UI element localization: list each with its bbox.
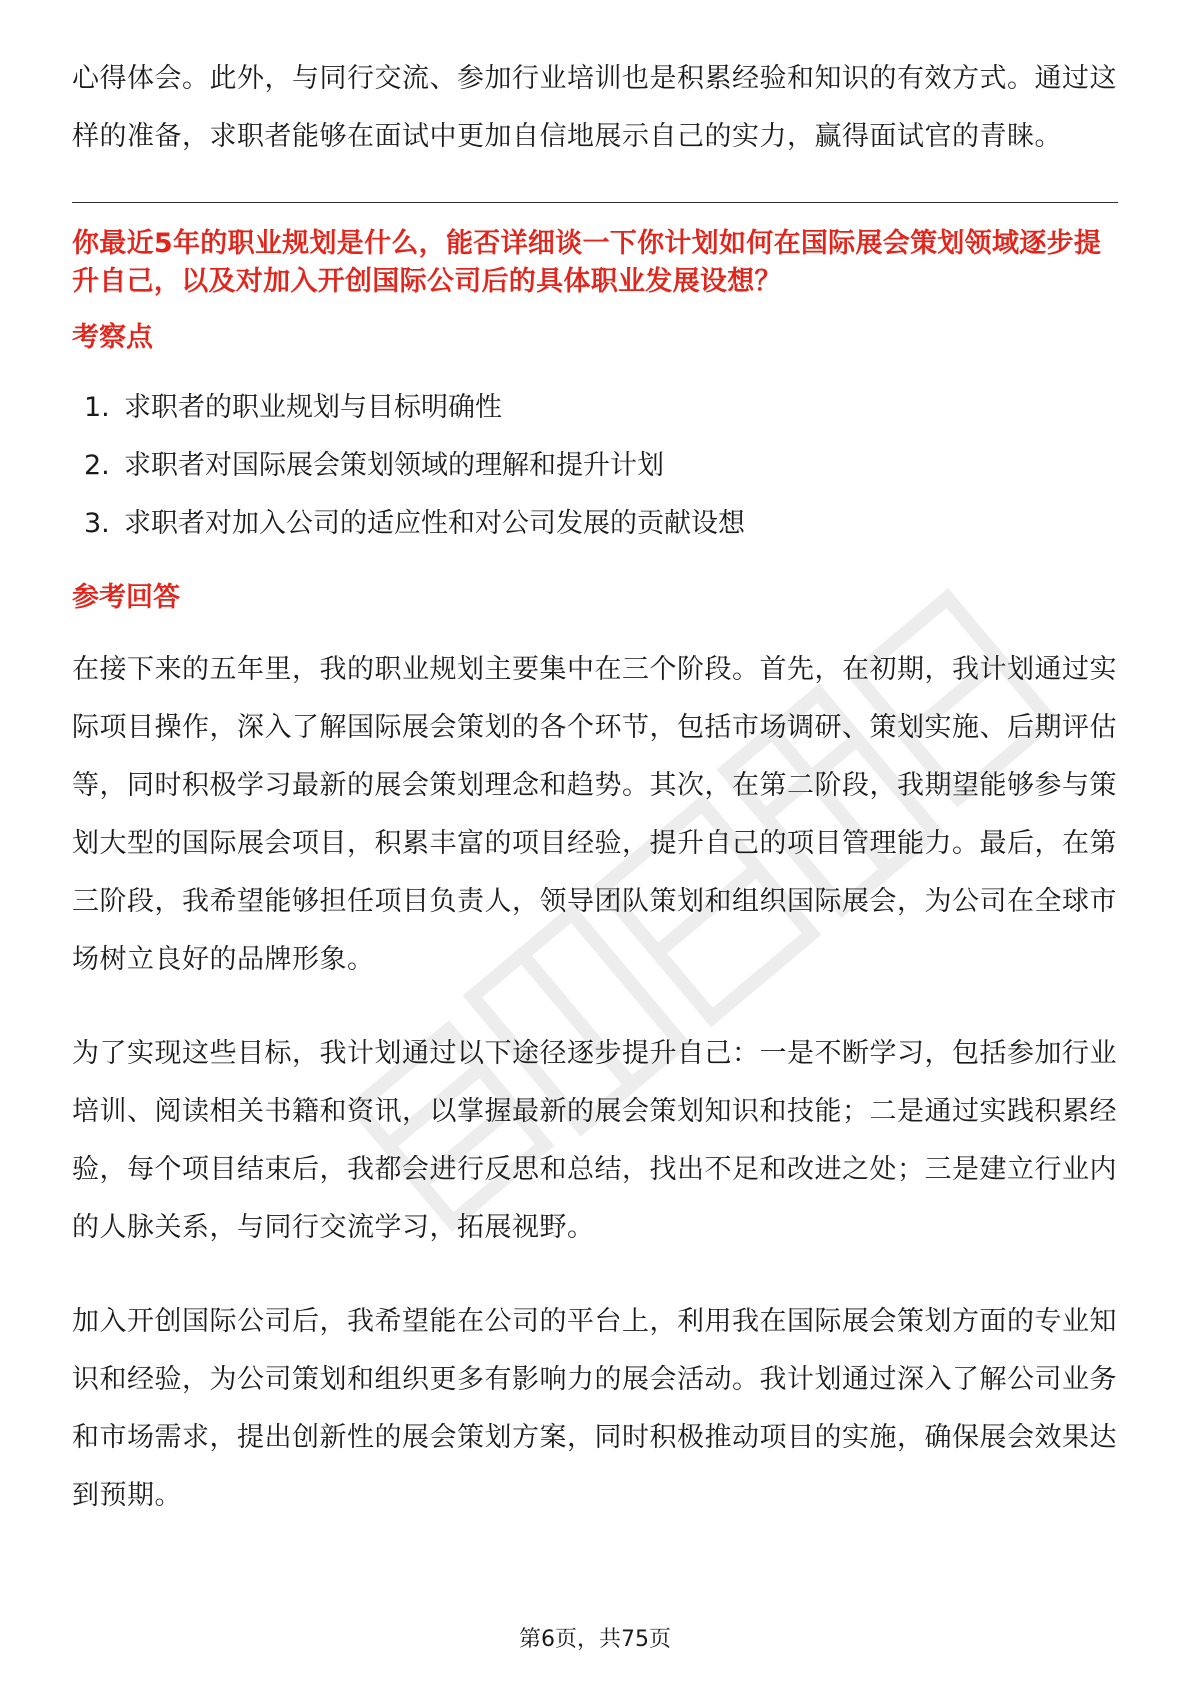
- list-item-number: 1.: [84, 392, 110, 423]
- list-item-number: 2.: [84, 450, 110, 481]
- list-item: [72, 379, 1118, 437]
- question-heading: 你最近5年的职业规划是什么，能否详细谈一下你计划如何在国际展会策划领域逐步提升自己，以及对加入开创国际公司后的具体职业发展设想？: [72, 228, 1102, 297]
- assessment-title: 考察点: [72, 322, 153, 353]
- assessment-list: [72, 379, 1118, 553]
- intro-paragraph: 心得体会。此外，与同行交流、参加行业培训也是积累经验和知识的有效方式。通过这样的准备，求职者能够在面试中更加自信地展示自己的实力，赢得面试官的青睐。: [72, 63, 1117, 152]
- list-item: [72, 495, 1118, 553]
- answer-paragraph: 加入开创国际公司后，我希望能在公司的平台上，利用我在国际展会策划方面的专业知识和经验，为公司策划和组织更多有影响力的展会活动。我计划通过深入了解公司业务和市场需求，提出创新性的展会策划方案，同时积极推动项目的实施，确保展会效果达到预期。: [72, 1306, 1117, 1511]
- list-item: [72, 437, 1118, 495]
- answer-paragraph: 为了实现这些目标，我计划通过以下途径逐步提升自己：一是不断学习，包括参加行业培训、阅读相关书籍和资讯，以掌握最新的展会策划知识和技能；二是通过实践积累经验，每个项目结束后，我都会进行反思和总结，找出不足和改进之处；三是建立行业内的人脉关系，与同行交流学习，拓展视野。: [72, 1038, 1117, 1243]
- list-item-text: 求职者对加入公司的适应性和对公司发展的贡献设想: [124, 508, 745, 539]
- section-divider: [72, 202, 1118, 203]
- list-item-text: 求职者对国际展会策划领域的理解和提升计划: [124, 450, 664, 481]
- list-item-text: 求职者的职业规划与目标明确性: [124, 392, 502, 423]
- answer-paragraph: 在接下来的五年里，我的职业规划主要集中在三个阶段。首先，在初期，我计划通过实际项目操作，深入了解国际展会策划的各个环节，包括市场调研、策划实施、后期评估等，同时积极学习最新的展会策划理念和趋势。其次，在第二阶段，我期望能够参与策划大型的国际展会项目，积累丰富的项目经验，提升自己的项目管理能力。最后，在第三阶段，我希望能够担任项目负责人，领导团队策划和组织国际展会，为公司在全球市场树立良好的品牌形象。: [72, 654, 1117, 975]
- main-content: [72, 50, 1118, 1561]
- page-number: 第6页，共75页: [519, 1627, 671, 1652]
- answer-title: 参考回答: [72, 582, 180, 613]
- list-item-number: 3.: [84, 508, 110, 539]
